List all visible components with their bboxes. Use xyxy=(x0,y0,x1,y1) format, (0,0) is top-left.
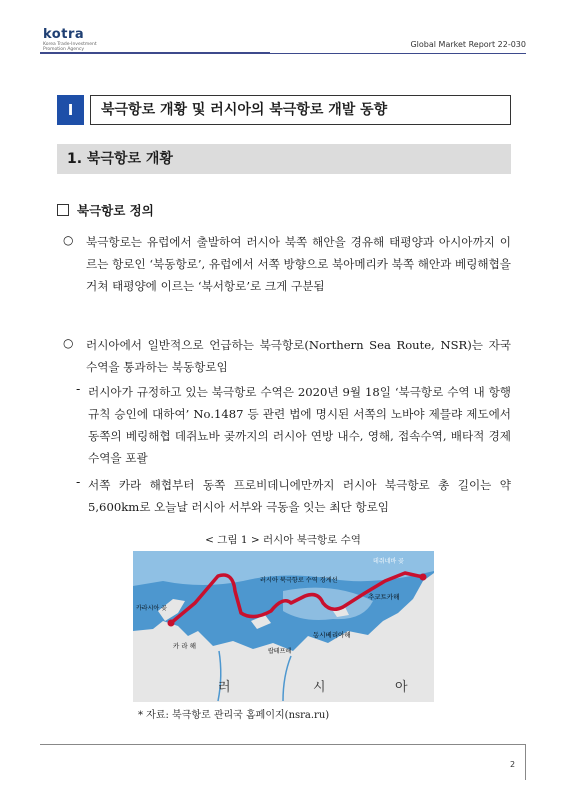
section-title: 1. 북극항로 개황 xyxy=(57,144,511,174)
chapter-title: 북극항로 개황 및 러시아의 북극항로 개발 동향 xyxy=(90,95,511,125)
logo-sub1: Korea Trade-Investment xyxy=(43,42,97,47)
chapter-heading xyxy=(57,95,511,125)
map-label-russia-3: 아 xyxy=(395,680,408,695)
map-label-cape: 데쥐네바 곶 xyxy=(373,558,404,565)
logo-name: kotra xyxy=(43,27,85,42)
map-label-route: 러시아 북극항로 수역 경계선 xyxy=(260,577,338,584)
map-route-end xyxy=(420,574,427,581)
map-route-start xyxy=(168,620,175,627)
circle-bullet-icon: ○ xyxy=(63,336,74,350)
subheading-text: 북극항로 정의 xyxy=(77,203,154,218)
map-label-russia-2: 시 xyxy=(313,680,326,695)
subheading xyxy=(57,201,154,219)
dash-paragraph-1: 러시아가 규정하고 있는 북극항로 수역은 2020년 9월 18일 ‘북극항로 수역 내 항행 규칙 승인에 대하여’ No.1487 등 관련 법에 명시된 서쪽의 노바야 제믈랴 제도에서 동쪽의 베링해협 데쥐뇨바 곶까지의 러시아 연방 내수, 영해, 접속수역, 배타적 경제수역을 포괄 xyxy=(88,385,511,465)
arctic-route-map xyxy=(133,551,434,702)
map-label-laptev: 랍테프해 xyxy=(268,648,292,655)
report-id: Global Market Report 22-030 xyxy=(410,40,526,49)
map-label-east-siberian: 동시베리아해 xyxy=(313,631,351,639)
map-label-chukchi: 추코트카해 xyxy=(368,593,400,601)
logo-sub2: Promotion Agency xyxy=(43,47,85,52)
map-label-russia-1: 러 xyxy=(218,680,231,695)
bullet-paragraph-1: 북극항로는 유럽에서 출발하여 러시아 북쪽 해안을 경유해 태평양과 아시아까지 이르는 항로인 ‘북동항로’, 유럽에서 서쪽 방향으로 북아메리카 북쪽 해안과 베링해협을 거쳐 태평양에 이르는 ‘북서항로’로 크게 구분됨 xyxy=(86,235,512,293)
dash-bullet: - xyxy=(76,382,81,396)
footer-divider-vertical xyxy=(525,744,526,780)
checkbox-square-icon xyxy=(57,204,69,216)
figure-caption: < 그림 1 > 러시아 북극항로 수역 xyxy=(205,534,361,546)
dash-paragraph-2: 서쪽 카라 해협부터 동쪽 프로비데니에만까지 러시아 북극항로 총 길이는 약 5,600km로 오늘날 러시아 서부와 극동을 잇는 최단 항로임 xyxy=(88,478,511,514)
dash-bullet: - xyxy=(76,475,81,489)
page-number: 2 xyxy=(510,760,516,769)
chapter-number: I xyxy=(57,95,84,125)
footer-divider xyxy=(40,744,525,745)
map-label-kara-sea: 카 라 해 xyxy=(173,642,196,650)
header-divider-accent xyxy=(40,52,270,54)
circle-bullet-icon: ○ xyxy=(63,233,74,247)
map-label-kara-strait: 카라시아 곶 xyxy=(136,605,167,612)
figure-source: * 자료: 북극항로 관리국 홈페이지(nsra.ru) xyxy=(138,710,330,721)
bullet-paragraph-2: 러시아에서 일반적으로 언급하는 북극항로(Northern Sea Route, NSR)는 자국 수역을 통과하는 북동항로임 xyxy=(86,338,511,374)
kotra-logo xyxy=(43,27,97,52)
